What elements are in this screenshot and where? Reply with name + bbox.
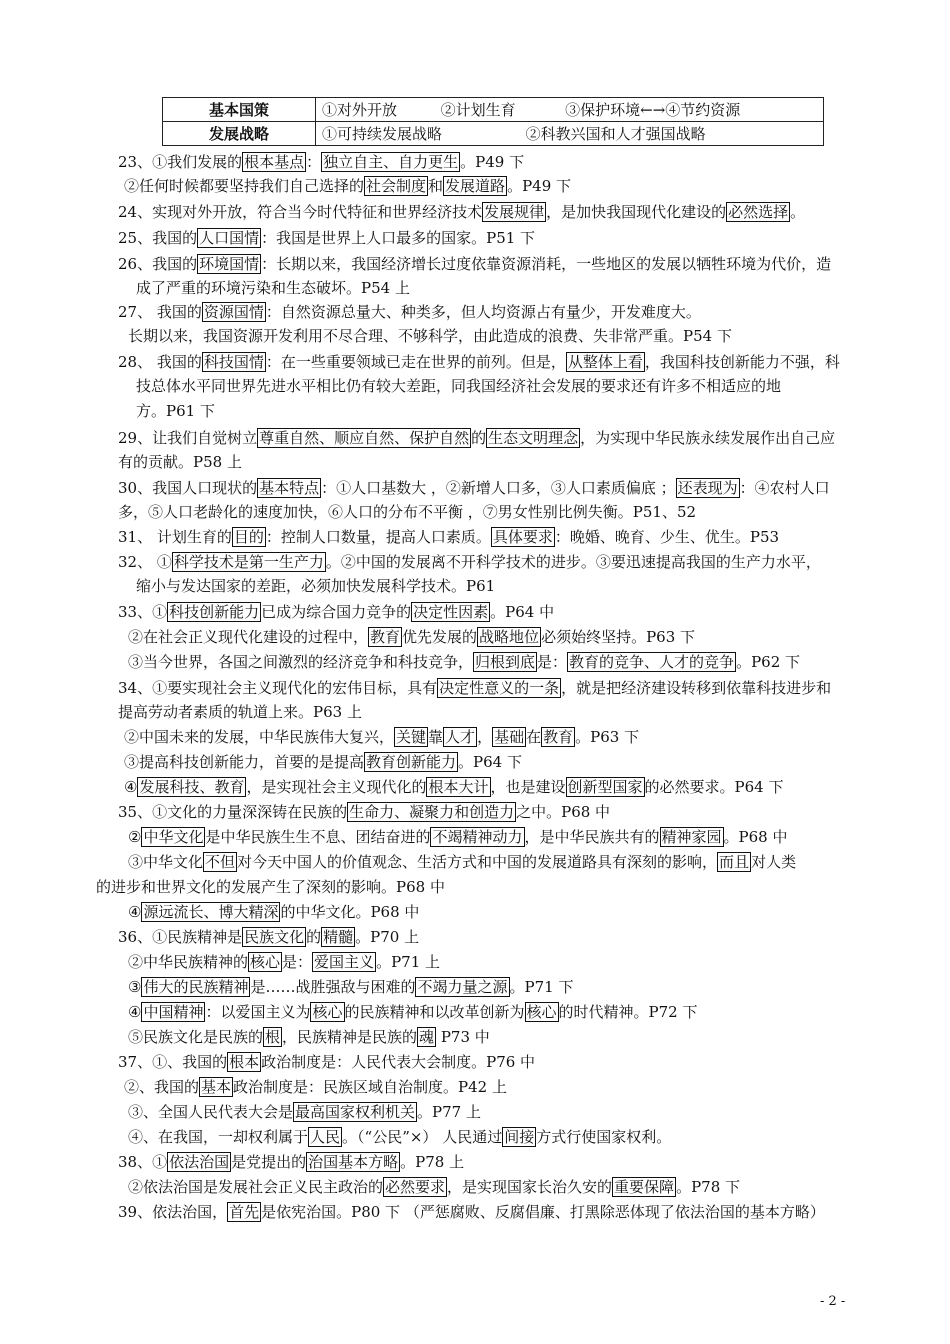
text-segment: ， — [477, 728, 493, 746]
text-segment: 。P49 下 — [507, 177, 572, 195]
text-line — [118, 227, 535, 249]
text-segment: 27、 我国的 — [118, 303, 202, 321]
text-line — [118, 253, 831, 275]
boxed-keyword: 必然要求 — [385, 1178, 446, 1196]
text-segment: 方。P61 下 — [136, 402, 215, 420]
boxed-keyword: 人才 — [445, 728, 476, 746]
text-line — [124, 175, 571, 197]
text-segment: 缩小与发达国家的差距，必须加快发展科学技术。P61 — [136, 577, 496, 595]
text-segment: 37、①、我国的 — [118, 1053, 228, 1071]
boxed-keyword: 环境国情 — [199, 255, 260, 273]
boxed-keyword: 而且 — [719, 853, 750, 871]
text-segment: 靠 — [428, 728, 444, 746]
text-segment: 。P64 下 — [458, 753, 522, 771]
boxed-keyword: 基本 — [201, 1078, 232, 1096]
boxed-keyword: 科学技术是第一生产力 — [173, 553, 324, 571]
table-cell — [316, 122, 824, 146]
text-segment: ，就是把经济建设转移到依靠科技进步和 — [561, 679, 832, 697]
text-segment: 的民族精神和以改革创新为 — [344, 1003, 525, 1021]
boxed-keyword: 科技国情 — [203, 353, 264, 371]
text-segment: ：以爱国主义为 — [205, 1003, 311, 1021]
boxed-keyword: 源远流长、博大精深 — [143, 903, 279, 921]
text-segment: 的进步和世界文化的发展产生了深刻的影响。P68 中 — [96, 878, 445, 896]
text-segment: 。P49 下 — [460, 153, 525, 171]
text-segment: 34、①要实现社会主义现代化的宏伟目标，具有 — [118, 679, 438, 697]
text-line — [118, 201, 805, 223]
text-segment: 技总体水平同世界先进水平相比仍有较大差距，同我国经济社会发展的要求还有许多不相适应的地 — [136, 377, 782, 395]
text-segment: ③ — [128, 978, 142, 996]
text-segment: 。P71 上 — [376, 953, 441, 971]
boxed-keyword: 目的 — [233, 528, 264, 546]
boxed-keyword: 不竭精神动力 — [432, 828, 523, 846]
text-line — [128, 626, 695, 648]
text-line — [118, 1151, 464, 1173]
text-line — [136, 375, 781, 397]
boxed-keyword: 战略地位 — [479, 628, 540, 646]
boxed-keyword: 人口国情 — [199, 229, 260, 247]
text-line — [124, 751, 522, 773]
boxed-keyword: 核心 — [312, 1003, 343, 1021]
text-line — [118, 801, 610, 823]
text-segment: ②依法治国是发展社会正义民主政治的 — [128, 1178, 384, 1196]
text-segment: ⑤民族文化是民族的 — [128, 1028, 264, 1046]
boxed-keyword: 最高国家权利机关 — [295, 1103, 416, 1121]
boxed-keyword: 社会制度 — [366, 177, 427, 195]
text-segment: 已成为综合国力竞争的 — [261, 603, 412, 621]
boxed-keyword: 基本特点 — [259, 479, 320, 497]
boxed-keyword: 根本大计 — [428, 778, 489, 796]
text-segment: 优先发展的 — [402, 628, 478, 646]
boxed-keyword: 核心 — [526, 1003, 557, 1021]
boxed-keyword: 发展道路 — [445, 177, 506, 195]
text-line — [118, 677, 831, 699]
text-segment: 在 — [526, 728, 542, 746]
text-segment: ，是实现社会主义现代化的 — [246, 778, 427, 796]
text-line — [118, 477, 830, 499]
boxed-keyword: 根 — [265, 1028, 281, 1046]
text-segment: 对人类 — [751, 853, 797, 871]
cell-item: ②科教兴国和人才强国战略 — [525, 125, 706, 143]
text-segment: ： — [306, 153, 322, 171]
text-segment: ④ — [128, 903, 142, 921]
text-segment: 的 — [471, 429, 487, 447]
boxed-keyword: 教育 — [543, 728, 574, 746]
boxed-keyword: 独立自主、自力更生 — [323, 153, 459, 171]
text-segment: ②中国未来的发展，中华民族伟大复兴， — [124, 728, 395, 746]
text-line — [128, 651, 800, 673]
text-segment: ：控制人口数量，提高人口素质。 — [265, 528, 491, 546]
text-segment: ，是中华民族共有的 — [524, 828, 660, 846]
boxed-keyword: 不但 — [205, 853, 236, 871]
text-segment: 23、①我们发展的 — [118, 153, 243, 171]
text-line — [136, 400, 215, 422]
text-segment: ②任何时候都要坚持我们自己选择的 — [124, 177, 365, 195]
text-segment: ：晚婚、晚育、少生、优生。P53 — [554, 528, 780, 546]
text-segment: 。P63 下 — [575, 728, 640, 746]
text-segment: 。P62 下 — [736, 653, 801, 671]
text-segment: ，也是建设 — [490, 778, 566, 796]
text-line — [96, 876, 445, 898]
text-line — [128, 1001, 697, 1023]
policy-strategy-table — [162, 97, 824, 146]
text-segment: 。P64 中 — [490, 603, 555, 621]
text-line — [118, 926, 419, 948]
cell-item: ①对外开放 — [322, 101, 398, 119]
text-segment: 和 — [428, 177, 444, 195]
boxed-keyword: 创新型国家 — [567, 778, 643, 796]
text-segment: 是： — [537, 653, 568, 671]
text-segment: 。P78 下 — [676, 1178, 741, 1196]
text-segment: ③中华文化 — [128, 853, 204, 871]
text-segment: 。P78 上 — [400, 1153, 465, 1171]
table-header-cell: 基本国策 — [163, 98, 316, 122]
text-segment: ：自然资源总量大、种类多，但人均资源占有量少，开发难度大。 — [265, 303, 701, 321]
boxed-keyword: 决定性因素 — [413, 603, 489, 621]
text-segment: ③提高科技创新能力，首要的是提高 — [124, 753, 365, 771]
boxed-keyword: 民族文化 — [244, 928, 305, 946]
boxed-keyword: 治国基本方略 — [308, 1153, 399, 1171]
text-segment: 35、①文化的力量深深铸在民族的 — [118, 803, 348, 821]
text-line — [118, 451, 242, 473]
text-line — [128, 325, 732, 347]
text-line — [124, 726, 639, 748]
text-segment: ② — [128, 828, 142, 846]
text-segment: 对今天中国人的价值观念、生活方式和中国的发展道路具有深刻的影响， — [237, 853, 718, 871]
boxed-keyword: 爱国主义 — [314, 953, 375, 971]
text-line — [118, 351, 840, 373]
boxed-keyword: 首先 — [229, 1203, 260, 1221]
boxed-keyword: 依法治国 — [169, 1153, 230, 1171]
text-segment: 之中。P68 中 — [516, 803, 611, 821]
text-segment: 36、①民族精神是 — [118, 928, 243, 946]
boxed-keyword: 伟大的民族精神 — [143, 978, 249, 996]
text-line — [128, 851, 796, 873]
boxed-keyword: 中华文化 — [143, 828, 204, 846]
text-line — [118, 1051, 535, 1073]
text-segment: ：我国是世界上人口最多的国家。P51 下 — [261, 229, 536, 247]
boxed-keyword: 间接 — [504, 1128, 535, 1146]
text-line — [118, 427, 835, 449]
text-segment: P73 中 — [436, 1028, 490, 1046]
text-line — [118, 301, 701, 323]
boxed-keyword: 尊重自然、顺应自然、保护自然 — [259, 429, 470, 447]
text-line — [118, 501, 696, 523]
text-line — [124, 1076, 507, 1098]
text-line — [118, 601, 554, 623]
text-segment: 28、 我国的 — [118, 353, 202, 371]
table-row — [163, 98, 824, 122]
cell-item: ②计划生育 — [440, 101, 516, 119]
cell-item: ③保护环境←→④节约资源 — [565, 101, 741, 119]
text-segment: ④ — [124, 778, 138, 796]
text-segment: ③当今世界，各国之间激烈的经济竞争和科技竞争， — [128, 653, 474, 671]
text-segment: 是党提出的 — [231, 1153, 307, 1171]
boxed-keyword: 教育创新能力 — [366, 753, 457, 771]
text-segment: 25、我国的 — [118, 229, 198, 247]
boxed-keyword: 教育的竞争、人才的竞争 — [569, 653, 735, 671]
boxed-keyword: 从整体上看 — [567, 353, 643, 371]
boxed-keyword: 必然选择 — [728, 203, 789, 221]
text-segment: 方式行使国家权利。 — [536, 1128, 672, 1146]
text-segment: 有的贡献。P58 上 — [118, 453, 242, 471]
boxed-keyword: 根本基点 — [244, 153, 305, 171]
text-segment: 30、我国人口现状的 — [118, 479, 258, 497]
boxed-keyword: 科技创新能力 — [169, 603, 260, 621]
boxed-keyword: 决定性意义的一条 — [439, 679, 560, 697]
text-segment: 是中华民族生生不息、团结奋进的 — [205, 828, 431, 846]
text-segment: 的必然要求。P64 下 — [644, 778, 784, 796]
text-line — [118, 526, 779, 548]
text-line — [124, 776, 783, 798]
boxed-keyword: 精髓 — [323, 928, 354, 946]
text-segment: 39、依法治国， — [118, 1203, 228, 1221]
boxed-keyword: 重要保障 — [614, 1178, 675, 1196]
text-segment: 提高劳动者素质的轨道上来。P63 上 — [118, 703, 362, 721]
boxed-keyword: 魂 — [419, 1028, 435, 1046]
cell-item: ①可持续发展战略 — [322, 125, 443, 143]
boxed-keyword: 还表现为 — [677, 479, 738, 497]
text-segment: 政治制度是：民族区域自治制度。P42 上 — [233, 1078, 507, 1096]
boxed-keyword: 归根到底 — [475, 653, 536, 671]
text-line — [128, 1101, 481, 1123]
text-line — [128, 826, 787, 848]
text-segment: ④、在我国，一却权利属于 — [128, 1128, 309, 1146]
text-segment: ：长期以来，我国经济增长过度依靠资源消耗，一些地区的发展以牺牲环境为代价，造 — [261, 255, 832, 273]
text-segment: 是： — [282, 953, 313, 971]
text-segment: 31、 计划生育的 — [118, 528, 232, 546]
boxed-keyword: 精神家园 — [661, 828, 722, 846]
text-segment: 33、① — [118, 603, 168, 621]
text-segment: ：④农村人口 — [739, 479, 830, 497]
text-line — [128, 1026, 490, 1048]
boxed-keyword: 生命力、凝聚力和创造力 — [349, 803, 515, 821]
text-segment: 。 — [790, 203, 806, 221]
text-segment: 政治制度是：人民代表大会制度。P76 中 — [261, 1053, 536, 1071]
table-row — [163, 122, 824, 146]
boxed-keyword: 根本 — [229, 1053, 260, 1071]
text-line — [128, 951, 440, 973]
text-segment: 26、我国的 — [118, 255, 198, 273]
boxed-keyword: 资源国情 — [203, 303, 264, 321]
text-segment: 的时代精神。P72 下 — [558, 1003, 698, 1021]
text-line — [128, 1126, 671, 1148]
text-line — [118, 1201, 825, 1223]
text-segment: 必须始终坚持。P63 下 — [541, 628, 696, 646]
text-segment: ③、全国人民代表大会是 — [128, 1103, 294, 1121]
boxed-keyword: 核心 — [250, 953, 281, 971]
text-segment: ②在社会正义现代化建设的过程中， — [128, 628, 369, 646]
text-segment: ②、我国的 — [124, 1078, 200, 1096]
table-cell — [316, 98, 824, 122]
boxed-keyword: 具体要求 — [492, 528, 553, 546]
text-line — [118, 701, 362, 723]
text-segment: ：①人口基数大 ，②新增人口多，③人口素质偏底 ； — [321, 479, 676, 497]
boxed-keyword: 发展科技、教育 — [139, 778, 245, 796]
boxed-keyword: 发展规律 — [484, 203, 545, 221]
text-segment: 32、 ① — [118, 553, 172, 571]
text-line — [118, 551, 821, 573]
text-segment: 24、实现对外开放，符合当今时代特征和世界经济技术 — [118, 203, 483, 221]
text-segment: 。P68 中 — [723, 828, 788, 846]
boxed-keyword: 不竭力量之源 — [417, 978, 508, 996]
text-segment: ②中华民族精神的 — [128, 953, 249, 971]
text-line — [136, 575, 495, 597]
text-segment: 是依宪治国。P80 下 （严惩腐败、反腐倡廉、打黑除恶体现了依法治国的基本方略） — [261, 1203, 825, 1221]
text-segment: 多，⑤人口老龄化的速度加快，⑥人口的分布不平衡 ，⑦男女性别比例失衡。P51、52 — [118, 503, 697, 521]
text-segment: 38、① — [118, 1153, 168, 1171]
text-line — [128, 1176, 740, 1198]
text-segment: ，是加快我国现代化建设的 — [546, 203, 727, 221]
text-segment: ：在一些重要领域已走在世界的前列。但是， — [265, 353, 566, 371]
text-segment: 。（“公民”×） 人民通过 — [342, 1128, 503, 1146]
boxed-keyword: 人民 — [310, 1128, 341, 1146]
text-segment: ，我国科技创新能力不强，科 — [644, 353, 840, 371]
text-segment: 。P70 上 — [355, 928, 420, 946]
text-segment: ，民族精神是民族的 — [282, 1028, 418, 1046]
text-segment: 29、让我们自觉树立 — [118, 429, 258, 447]
boxed-keyword: 中国精神 — [143, 1003, 204, 1021]
text-segment: 。P77 上 — [417, 1103, 481, 1121]
text-segment: 长期以来，我国资源开发利用不尽合理、不够科学，由此造成的浪费、失非常严重。P54 下 — [128, 327, 732, 345]
text-segment: ，为实现中华民族永续发展作出自己应 — [580, 429, 836, 447]
text-segment: 。②中国的发展离不开科学技术的进步。③要迅速提高我国的生产力水平， — [325, 553, 821, 571]
text-line — [128, 976, 573, 998]
text-segment: 是……战胜强敌与困难的 — [250, 978, 416, 996]
boxed-keyword: 基础 — [494, 728, 525, 746]
boxed-keyword: 关键 — [396, 728, 427, 746]
text-line — [118, 151, 524, 173]
table-header-cell: 发展战略 — [163, 122, 316, 146]
page-number: - 2 - — [820, 1294, 846, 1309]
text-segment: 的 — [306, 928, 322, 946]
text-line — [128, 901, 419, 923]
boxed-keyword: 生态文明理念 — [488, 429, 579, 447]
text-segment: ④ — [128, 1003, 142, 1021]
text-segment: ，是实现国家长治久安的 — [447, 1178, 613, 1196]
text-line — [136, 277, 410, 299]
boxed-keyword: 教育 — [370, 628, 401, 646]
text-segment: 成了严重的环境污染和生态破坏。P54 上 — [136, 279, 410, 297]
text-segment: 。P71 下 — [509, 978, 574, 996]
text-segment: 的中华文化。P68 中 — [280, 903, 420, 921]
